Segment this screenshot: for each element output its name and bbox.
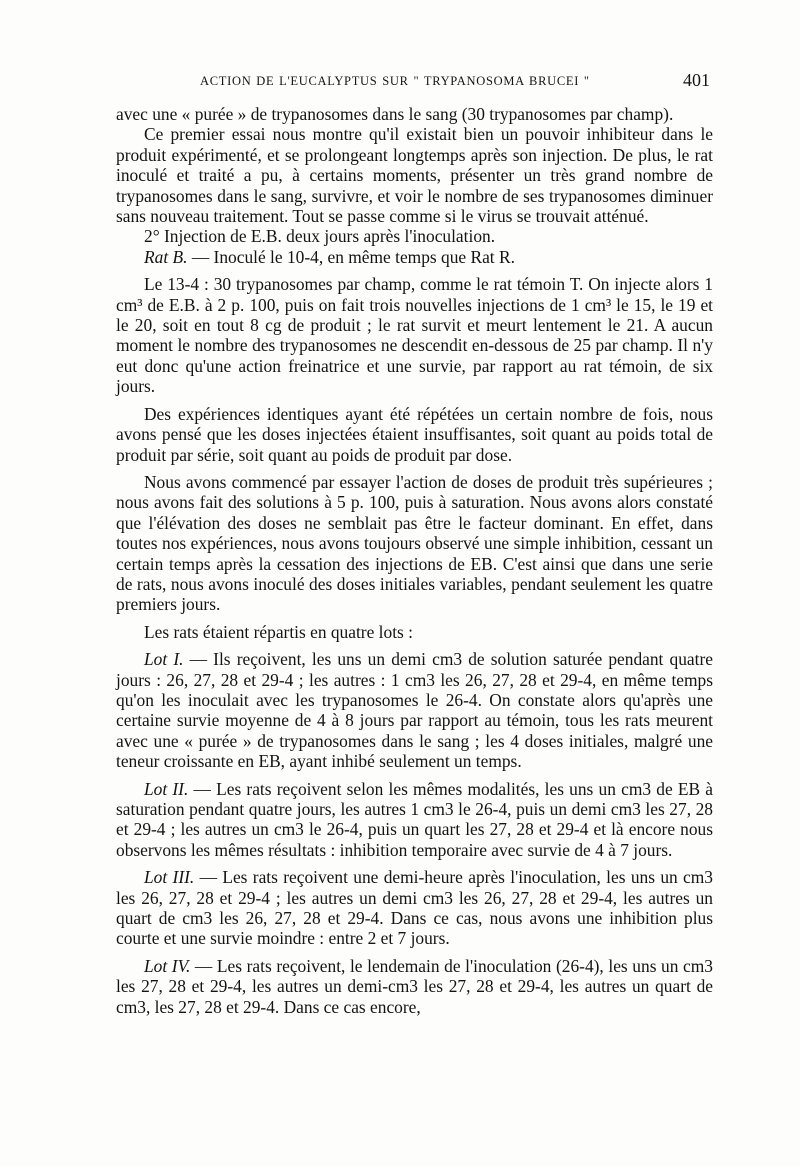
paragraph-label: Rat B. [144, 246, 188, 267]
paragraph-text: Le 13-4 : 30 trypanosomes par champ, comme le rat témoin T. On injecte alors 1 cm³ de E.B. à 2 p. 100, puis on fait trois nouvelles injections de 1 cm³ le 15, le 19 et le 20, soit en tout 8 cg de produit ; le rat survit et meurt lentement le 21. A aucun moment le nombre des trypanosomes ne descendit en-dessous de 25 par champ. Il n'y eut donc qu'une action freinatrice et une survie, par rapport au rat témoin, de six jours. [116, 274, 713, 397]
paragraph-text: — Les rats reçoivent, le lendemain de l'inoculation (26-4), les uns un cm3 les 27, 28 et 29-4, les autres un demi-cm3 les 27, 28 et 29-4, les autres un quart de cm3, les 27, 28 et 29-4. Dans ce cas encore, [116, 955, 713, 1017]
paragraph-text: avec une « purée » de trypanosomes dans le sang (30 trypanosomes par champ). [116, 104, 674, 124]
paragraph-text: — Les rats reçoivent une demi-heure après l'inoculation, les uns un cm3 les 26, 27, 28 et 29-4 ; les autres un demi cm3 les 26, 27, 28 et 29-4, les autres un quart de cm3 les 26, 27, 28 et 29-4. Dans ce cas, nous avons une inhibition plus courte et une survie moindre : entre 2 et 7 jours. [116, 867, 713, 949]
paragraph [116, 779, 713, 861]
page-number: 401 [683, 70, 710, 90]
section-heading [116, 226, 713, 246]
paragraph-label: Lot I. [144, 649, 184, 670]
paragraph [116, 247, 713, 267]
paragraph [116, 956, 713, 1017]
paragraph-text: Des expériences identiques ayant été répétées un certain nombre de fois, nous avons pensé que les doses injectées étaient insuffisantes, soit quant au poids total de produit par série, soit quant au poids de produit par dose. [116, 403, 713, 465]
body-text [116, 104, 713, 1017]
paragraph [116, 104, 713, 124]
page-header [190, 70, 710, 94]
paragraph [116, 649, 713, 771]
paragraph-text: Les rats étaient répartis en quatre lots : [144, 621, 413, 642]
paragraph-text: Nous avons commencé par essayer l'action de doses de produit très supérieures ; nous avons fait des solutions à 5 p. 100, puis à saturation. Nous avons alors constaté que l'élévation des doses ne semblait pas être le facteur dominant. En effet, dans toutes nos expériences, nous avons toujours observé une simple inhibition, cessant un certain temps après la cessation des injections de EB. C'est ainsi que dans une serie de rats, nous avons inoculé des doses initiales variables, pendant seulement les quatre premiers jours. [116, 471, 713, 615]
paragraph [116, 472, 713, 615]
paragraph [116, 124, 713, 226]
paragraph-text: — Ils reçoivent, les uns un demi cm3 de solution saturée pendant quatre jours : 26, 27, 28 et 29-4 ; les autres : 1 cm3 les 26, 27, 28 et 29-4, en même temps qu'on les inoculait avec les trypanosomes le 26-4. On constate alors qu'après une certaine survie moyenne de 4 à 8 jours par rapport au témoin, tous les rats meurent avec une « purée » de trypanosomes dans le sang ; les 4 doses initiales, malgré une teneur croissante en EB, ayant inhibé seulement un temps. [116, 649, 713, 772]
paragraph-text: — Les rats reçoivent selon les mêmes modalités, les uns un cm3 de EB à saturation pendant quatre jours, les autres 1 cm3 le 26-4, puis un demi cm3 les 27, 28 et 29-4 ; les autres un cm3 le 26-4, puis un quart les 27, 28 et 29-4 et là encore nous observons les mêmes résultats : inhibition temporaire avec survie de 4 à 7 jours. [116, 778, 713, 860]
paragraph-label: Lot III. [144, 867, 195, 888]
paragraph-label: Lot IV. [144, 955, 191, 976]
paragraph [116, 622, 713, 642]
paragraph [116, 867, 713, 949]
running-title: ACTION DE L'EUCALYPTUS SUR " TRYPANOSOMA BRUCEI " [200, 74, 590, 88]
paragraph [116, 404, 713, 465]
paragraph-text: — Inoculé le 10-4, en même temps que Rat R. [187, 246, 515, 267]
paragraph-text: 2° Injection de E.B. deux jours après l'inoculation. [144, 226, 496, 247]
paragraph-label: Lot II. [144, 778, 189, 799]
paragraph-text: Ce premier essai nous montre qu'il existait bien un pouvoir inhibiteur dans le produit expérimenté, et se prolongeant longtemps après son injection. De plus, le rat inoculé et traité a pu, à certains moments, présenter un très grand nombre de trypanosomes dans le sang, survivre, et voir le nombre de ses trypanosomes diminuer sans nouveau traitement. Tout se passe comme si le virus se trouvait atténué. [116, 124, 713, 227]
paragraph [116, 274, 713, 396]
